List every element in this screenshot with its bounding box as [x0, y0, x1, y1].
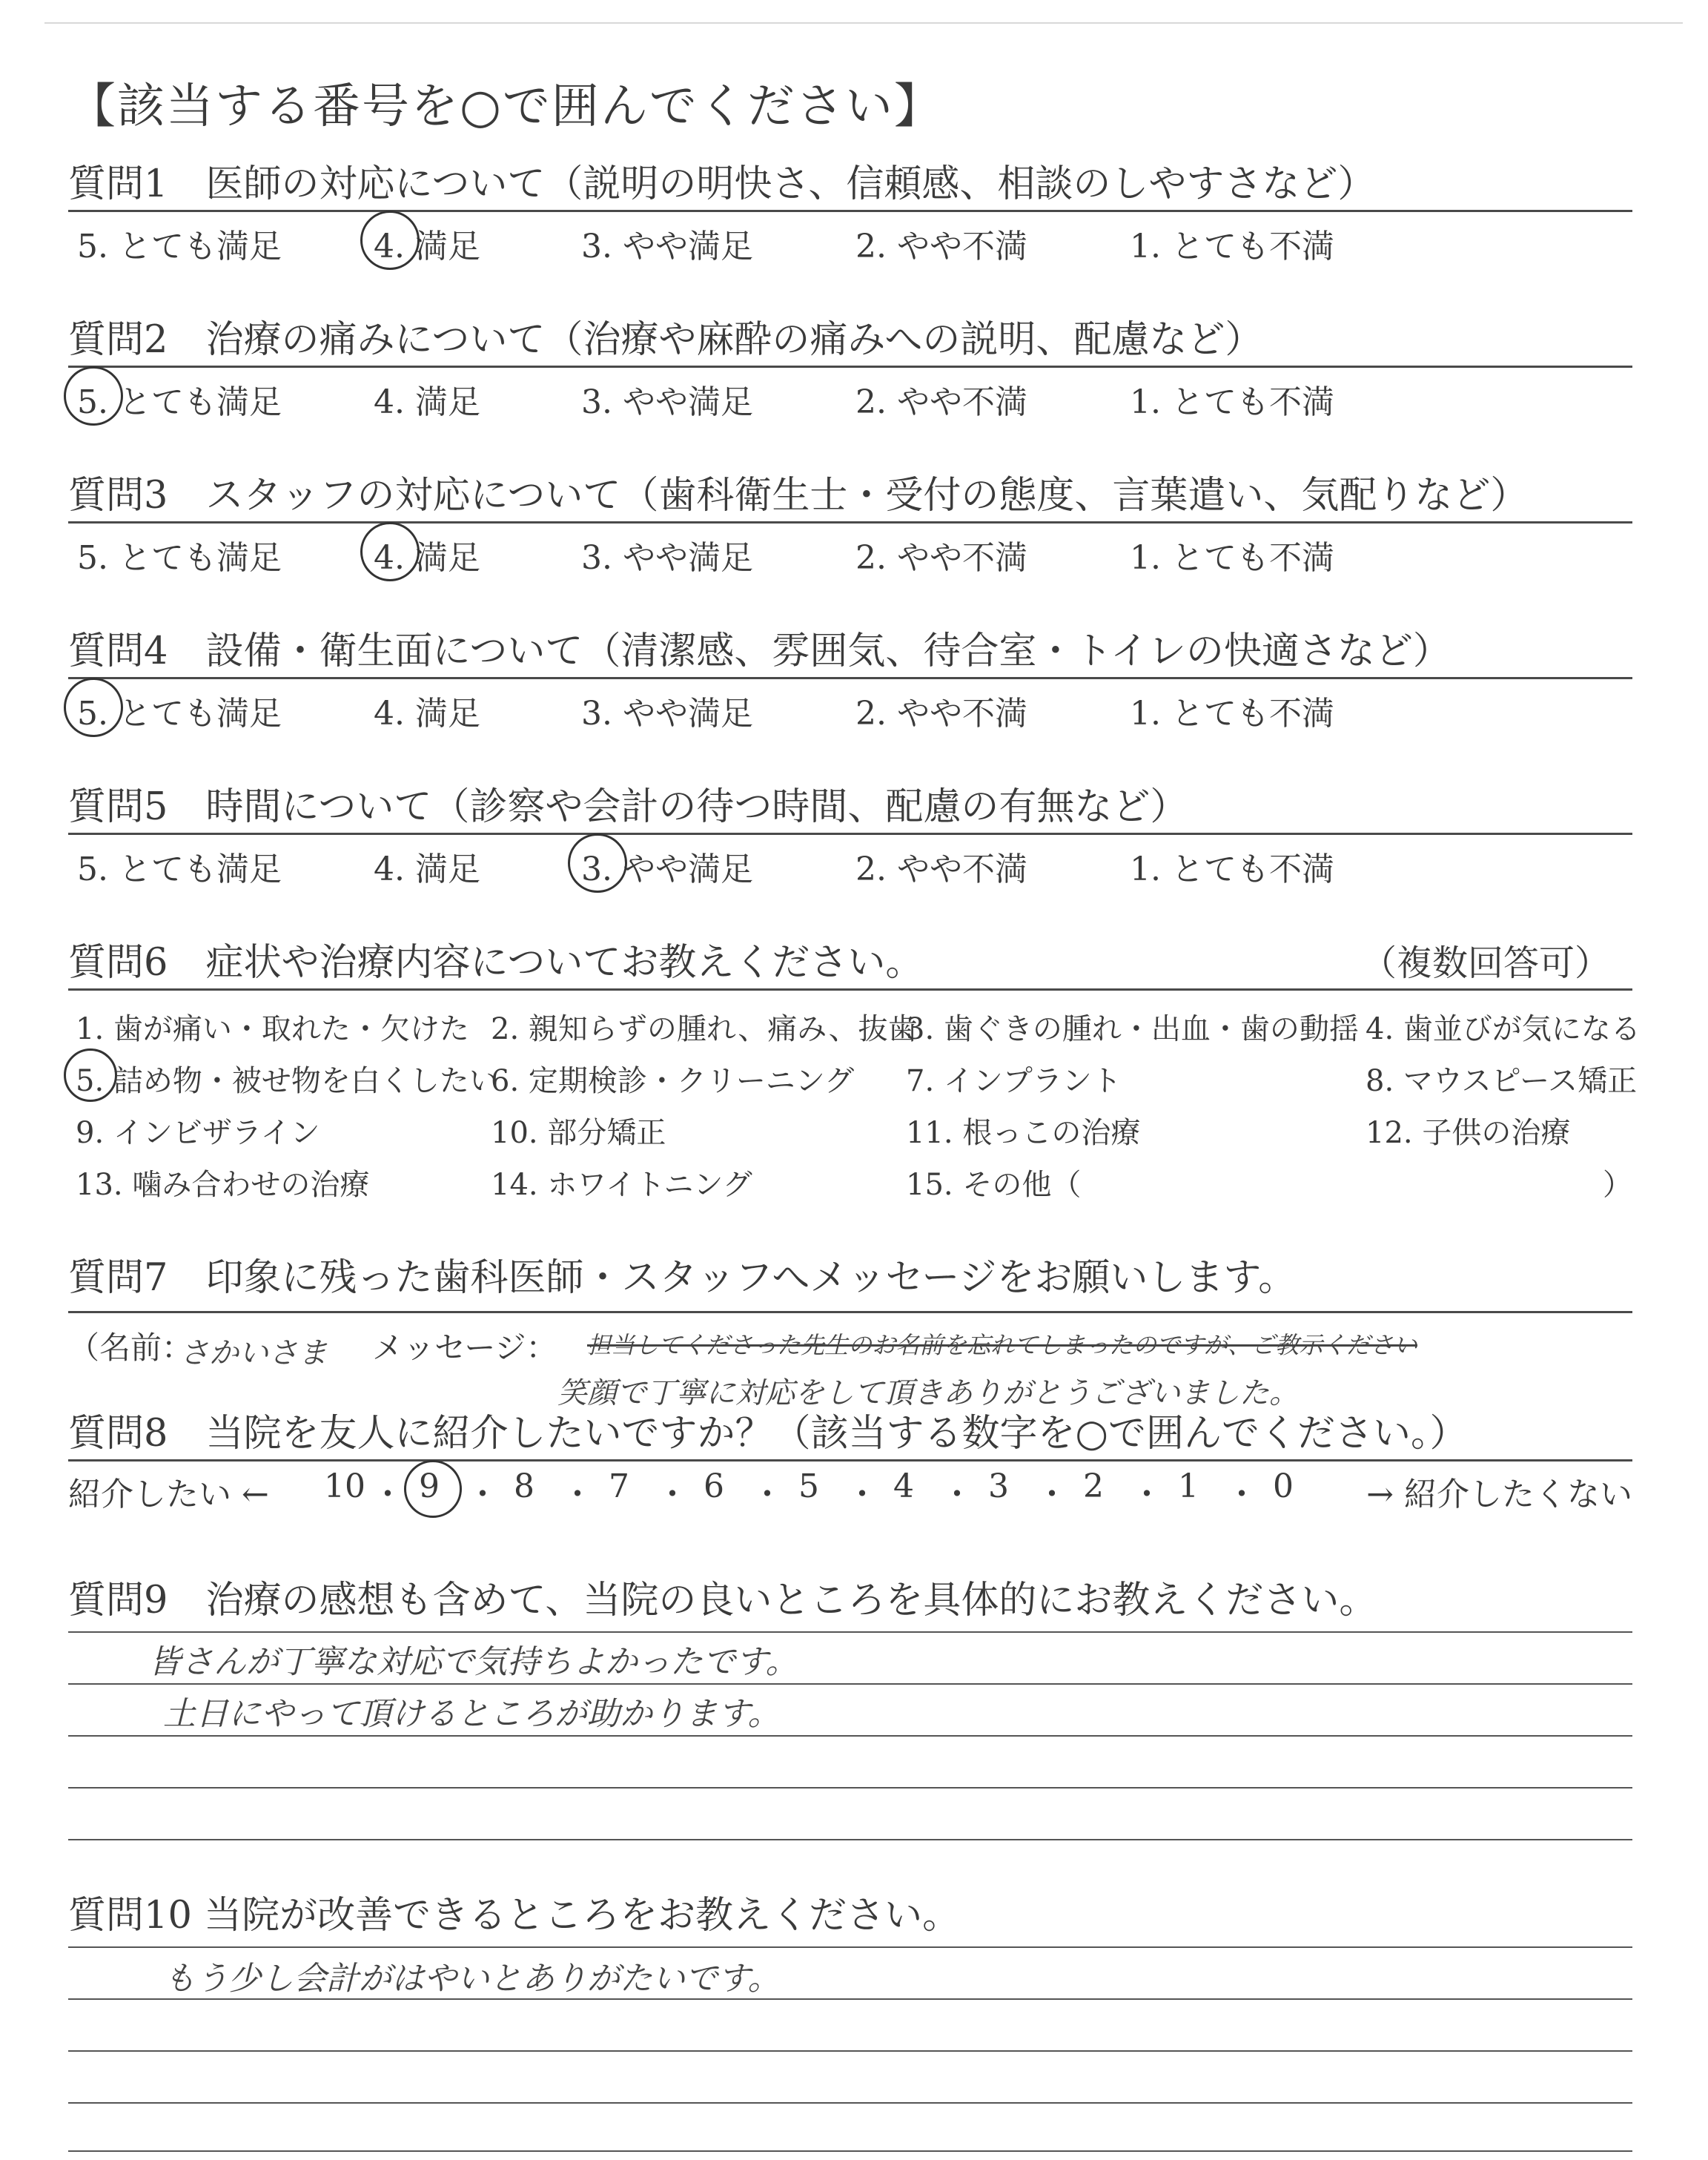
symptom-grid	[68, 991, 1641, 1206]
question-6	[68, 938, 1641, 1206]
scale-separator: ・	[1036, 1476, 1068, 1513]
multi-answer-note: （複数回答可）	[1360, 942, 1610, 984]
question-2	[68, 315, 1632, 421]
question-7-title: 質問7 印象に残った歯科医師・スタッフへメッセージをお願いします。	[68, 1256, 1297, 1300]
answer-line	[68, 1735, 1632, 1737]
selection-circle	[64, 366, 123, 426]
scale-number[interactable]: 7	[609, 1467, 629, 1505]
question-5	[68, 782, 1632, 888]
question-4	[68, 627, 1632, 733]
selection-circle	[404, 1460, 462, 1518]
message-label: メッセージ：	[372, 1330, 557, 1366]
scale-number[interactable]: 4	[893, 1467, 914, 1505]
rating-option-1[interactable]: 1. とても不満	[1130, 695, 1334, 733]
question-10-title: 質問10 当院が改善できるところをお教えください。	[68, 1894, 961, 1938]
q9-answer-line-1[interactable]: 皆さんが丁寧な対応で気持ちよかったです。	[148, 1643, 798, 1681]
selection-circle	[360, 211, 420, 270]
rating-option-5[interactable]: 5. とても満足	[77, 383, 282, 421]
question-7	[68, 1253, 1632, 1410]
q10-answer-line-1[interactable]: もう少し会計がはやいとありがたいです。	[163, 1960, 781, 1998]
answer-line	[68, 2050, 1632, 2052]
rating-option-2[interactable]: 2. やや不満	[855, 695, 1027, 733]
rating-option-3[interactable]: 3. やや満足	[581, 539, 753, 577]
symptom-option[interactable]: 4. 歯並びが気になる	[1366, 1012, 1641, 1046]
answer-line	[68, 1631, 1632, 1633]
referral-scale	[68, 1462, 1632, 1513]
symptom-option[interactable]: 15. その他（	[906, 1168, 1082, 1202]
symptom-option[interactable]: 8. マウスピース矯正	[1366, 1064, 1638, 1098]
rating-options	[68, 524, 1632, 577]
rating-options	[68, 835, 1632, 888]
rating-options	[68, 679, 1632, 733]
symptom-option[interactable]: 7. インプラント	[906, 1064, 1122, 1098]
scale-separator: ・	[1131, 1476, 1163, 1513]
rating-option-5[interactable]: 5. とても満足	[77, 539, 282, 577]
scale-number[interactable]: 9	[419, 1467, 440, 1505]
rating-option-3[interactable]: 3. やや満足	[581, 383, 753, 421]
scale-separator: ・	[751, 1476, 784, 1513]
rating-option-2[interactable]: 2. やや不満	[855, 383, 1027, 421]
rating-option-5[interactable]: 5. とても満足	[77, 695, 282, 733]
answer-line	[68, 1683, 1632, 1685]
top-border	[44, 22, 1683, 24]
question-1-title: 質問1 医師の対応について（説明の明快さ、信頼感、相談のしやすさなど）	[68, 162, 1376, 206]
rating-option-5[interactable]: 5. とても満足	[77, 228, 282, 265]
symptom-option[interactable]: 1. 歯が痛い・取れた・欠けた	[76, 1012, 469, 1046]
answer-line	[68, 1787, 1632, 1789]
scale-number[interactable]: 1	[1178, 1467, 1199, 1505]
symptom-option[interactable]: 2. 親知らずの腫れ、痛み、抜歯	[491, 1012, 918, 1046]
answer-line	[68, 1946, 1632, 1948]
symptom-option[interactable]: 14. ホワイトニング	[491, 1168, 752, 1202]
question-8-title: 質問8 当院を友人に紹介したいですか？（該当する数字を○で囲んでください。）	[68, 1412, 1468, 1456]
question-1	[68, 159, 1632, 265]
name-label: （名前：	[68, 1330, 193, 1366]
symptom-option[interactable]: 9. インビザライン	[76, 1116, 320, 1150]
question-9-title: 質問9 治療の感想も含めて、当院の良いところを具体的にお教えください。	[68, 1579, 1377, 1622]
rating-option-3[interactable]: 3. やや満足	[581, 228, 753, 265]
scale-separator: ・	[656, 1476, 689, 1513]
scale-number[interactable]: 10	[324, 1467, 365, 1505]
scale-separator: ・	[1225, 1476, 1258, 1513]
rating-option-3[interactable]: 3. やや満足	[581, 695, 753, 733]
rating-option-1[interactable]: 1. とても不満	[1130, 383, 1334, 421]
scale-left-label: 紹介したい ←	[68, 1476, 269, 1513]
question-10	[68, 1891, 1632, 1941]
scale-separator: ・	[466, 1476, 499, 1513]
scale-separator: ・	[846, 1476, 878, 1513]
message-text[interactable]: 笑顔で丁寧に対応をして頂きありがとうございました。	[557, 1376, 1299, 1410]
symptom-option[interactable]: 3. 歯ぐきの腫れ・出血・歯の動揺	[906, 1012, 1359, 1046]
question-3	[68, 471, 1632, 577]
question-9	[68, 1576, 1632, 1626]
scale-right-label: → 紹介したくない	[1366, 1476, 1632, 1513]
scale-number[interactable]: 2	[1083, 1467, 1104, 1505]
form-header: 【該当する番号を○で囲んでください】	[68, 79, 943, 134]
scale-separator: ・	[941, 1476, 973, 1513]
question-3-title: 質問3 スタッフの対応について（歯科衛生士・受付の態度、言葉遣い、気配りなど）	[68, 474, 1529, 518]
scale-separator: ・	[561, 1476, 594, 1513]
question-8	[68, 1409, 1632, 1513]
question-4-title: 質問4 設備・衛生面について（清潔感、雰囲気、待合室・トイレの快適さなど）	[68, 630, 1451, 673]
scale-number[interactable]: 0	[1273, 1467, 1294, 1505]
selection-circle	[64, 1048, 117, 1102]
rating-option-2[interactable]: 2. やや不満	[855, 851, 1027, 888]
selection-circle	[360, 522, 420, 581]
rating-option-1[interactable]: 1. とても不満	[1130, 851, 1334, 888]
answer-line	[68, 2102, 1632, 2104]
symptom-option[interactable]: 5. 詰め物・被せ物を白くしたい	[76, 1064, 499, 1098]
q9-answer-line-2[interactable]: 土日にやって頂けるところが助かります。	[163, 1695, 781, 1733]
symptom-option[interactable]: 10. 部分矯正	[491, 1116, 666, 1150]
selection-circle	[64, 678, 123, 737]
rating-option-2[interactable]: 2. やや不満	[855, 228, 1027, 265]
symptom-option[interactable]: 11. 根っこの治療	[906, 1116, 1141, 1150]
rating-option-1[interactable]: 1. とても不満	[1130, 228, 1334, 265]
rating-option-4[interactable]: 4. 満足	[374, 228, 480, 265]
question-2-title: 質問2 治療の痛みについて（治療や麻酔の痛みへの説明、配慮など）	[68, 318, 1263, 362]
rating-option-2[interactable]: 2. やや不満	[855, 539, 1027, 577]
symptom-option[interactable]: 12. 子供の治療	[1366, 1116, 1571, 1150]
name-value[interactable]: さかいさま	[179, 1336, 328, 1370]
question-5-title: 質問5 時間について（診察や会計の待つ時間、配慮の有無など）	[68, 785, 1188, 829]
rating-options	[68, 368, 1632, 421]
symptom-option[interactable]: ）	[1603, 1168, 1632, 1202]
rating-option-4[interactable]: 4. 満足	[374, 383, 480, 421]
rating-option-1[interactable]: 1. とても不満	[1130, 539, 1334, 577]
rating-option-4[interactable]: 4. 満足	[374, 851, 480, 888]
question-6-title: 質問6 症状や治療内容についてお教えください。	[68, 941, 924, 985]
scale-number[interactable]: 5	[798, 1467, 819, 1505]
rating-option-5[interactable]: 5. とても満足	[77, 851, 282, 888]
answer-line	[68, 2150, 1632, 2152]
struck-message: 担当してくださった先生のお名前を忘れてしまったのですが、ご教示ください	[587, 1327, 1417, 1361]
answer-line	[68, 1839, 1632, 1840]
rating-option-3[interactable]: 3. やや満足	[581, 851, 753, 888]
scale-separator: ・	[371, 1476, 404, 1513]
symptom-option[interactable]: 13. 噛み合わせの治療	[76, 1168, 370, 1202]
selection-circle	[568, 833, 627, 893]
symptom-option[interactable]: 6. 定期検診・クリーニング	[491, 1064, 855, 1098]
scale-number[interactable]: 6	[704, 1467, 724, 1505]
rating-option-4[interactable]: 4. 満足	[374, 695, 480, 733]
scale-number[interactable]: 8	[514, 1467, 534, 1505]
scale-number[interactable]: 3	[988, 1467, 1009, 1505]
rating-options	[68, 212, 1632, 265]
rating-option-4[interactable]: 4. 満足	[374, 539, 480, 577]
